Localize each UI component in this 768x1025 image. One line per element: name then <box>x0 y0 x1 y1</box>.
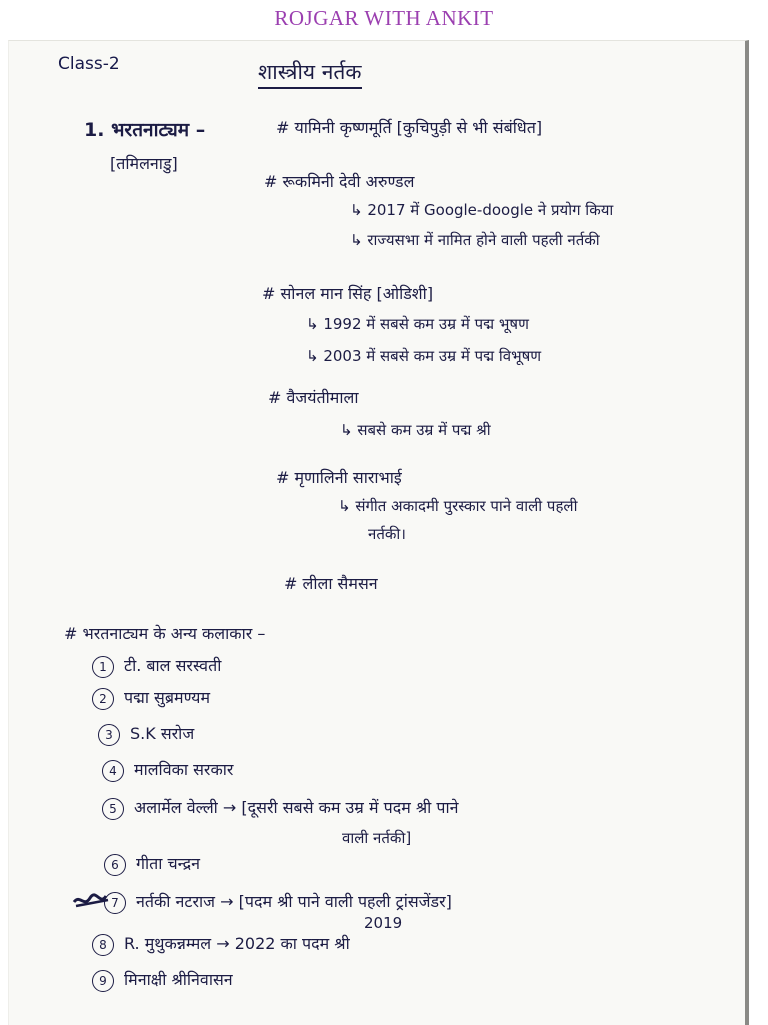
item-number: 6 <box>104 854 126 876</box>
artist-note: → [पदम श्री पाने वाली पहली ट्रांसजेंडर] <box>220 892 452 911</box>
dancer-note: ↳ 1992 में सबसे कम उम्र में पद्म भूषण <box>306 315 529 333</box>
item-number: 4 <box>102 760 124 782</box>
dancer-note: ↳ राज्यसभा में नामित होने वाली पहली नर्तकी <box>350 231 600 249</box>
item-number: 8 <box>92 934 114 956</box>
dancer-name: # यामिनी कृष्णमूर्ति [कुचिपुड़ी से भी संबंधित] <box>276 118 543 137</box>
list-item <box>102 758 233 782</box>
dancer-note: नर्तकी। <box>368 525 406 543</box>
main-topic-name: भरतनाट्यम – <box>111 119 206 141</box>
item-number: 9 <box>92 970 114 992</box>
list-item <box>104 890 452 914</box>
main-topic <box>84 116 205 142</box>
item-number: 2 <box>92 688 114 710</box>
list-item <box>104 852 200 876</box>
item-number: 1 <box>92 656 114 678</box>
watermark-header: ROJGAR WITH ANKIT <box>274 5 494 30</box>
list-item <box>102 796 459 820</box>
item-number: 3 <box>98 724 120 746</box>
artist-name: नर्तकी नटराज <box>136 892 216 911</box>
artist-note-continued: 2019 <box>364 914 403 932</box>
artist-name: पद्मा सुब्रमण्यम <box>124 688 211 707</box>
class-label: Class-2 <box>58 54 120 74</box>
dancer-name: # मृणालिनी साराभाई <box>276 468 402 487</box>
dancer-note: ↳ 2003 में सबसे कम उम्र में पद्म विभूषण <box>306 347 542 365</box>
item-number: 5 <box>102 798 124 820</box>
artist-note: → 2022 का पदम श्री <box>216 934 350 953</box>
dancer-name: # लीला सैमसन <box>284 574 378 593</box>
artist-note-continued: वाली नर्तकी] <box>342 829 412 847</box>
list-item <box>92 686 210 710</box>
artist-name: टी. बाल सरस्वती <box>124 656 222 675</box>
dancer-note: ↳ संगीत अकादमी पुरस्कार पाने वाली पहली <box>338 497 578 515</box>
item-number: 7 <box>104 892 126 914</box>
dancer-name: # सोनल मान सिंह [ओडिशी] <box>262 284 434 303</box>
artist-name: R. मुथुकन्नम्मल <box>124 934 212 953</box>
list-item <box>98 722 194 746</box>
artist-name: मालविका सरकार <box>134 760 234 779</box>
other-artists-heading: # भरतनाट्यम के अन्य कलाकार – <box>64 624 266 643</box>
main-topic-state: [तमिलनाडु] <box>110 154 178 173</box>
artist-name: गीता चन्द्रन <box>136 854 200 873</box>
artist-note: → [दूसरी सबसे कम उम्र में पदम श्री पाने <box>222 798 459 817</box>
dancer-name: # वैजयंतीमाला <box>268 388 359 407</box>
artist-name: अलार्मेल वेल्ली <box>134 798 218 817</box>
list-item <box>92 654 221 678</box>
main-topic-number: 1. <box>84 119 105 141</box>
artist-name: मिनाक्षी श्रीनिवासन <box>124 970 233 989</box>
dancer-name: # रूकमिनी देवी अरुण्डल <box>264 172 415 191</box>
list-item <box>92 932 350 956</box>
list-item <box>92 968 233 992</box>
page-title: शास्त्रीय नर्तक <box>258 58 362 89</box>
artist-name: S.K सरोज <box>130 724 195 743</box>
dancer-note: ↳ 2017 में Google-doogle ने प्रयोग किया <box>350 201 614 219</box>
dancer-note: ↳ सबसे कम उम्र में पद्म श्री <box>340 421 491 439</box>
